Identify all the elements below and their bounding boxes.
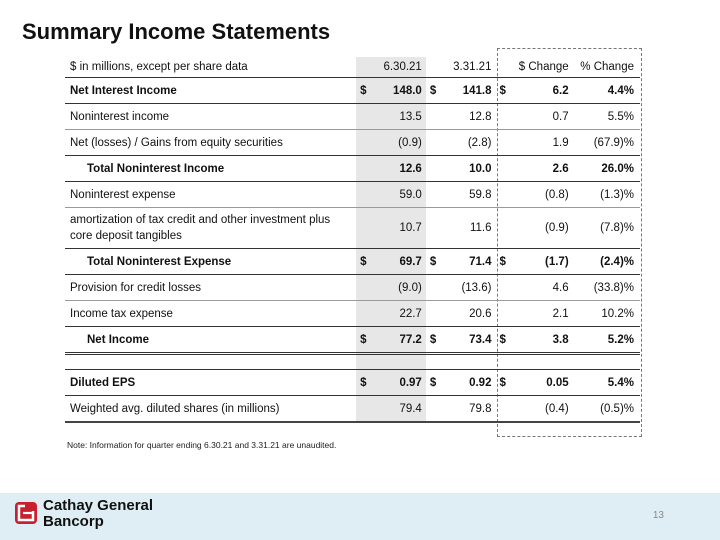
table-row: Total Noninterest Income 12.6 10.0 2.6 26.0% [65, 156, 640, 182]
company-logo-text: Cathay General Bancorp [43, 497, 154, 530]
row-label: Diluted EPS [65, 370, 356, 396]
header-label: $ in millions, except per share data [65, 57, 356, 78]
table-spacer-row [65, 354, 640, 370]
footnote: Note: Information for quarter ending 6.30.21 and 3.31.21 are unaudited. [67, 440, 337, 450]
table-row: Weighted avg. diluted shares (in millions) 79.4 79.8 (0.4) (0.5)% [65, 396, 640, 423]
row-label: Total Noninterest Expense [65, 249, 356, 275]
table-row: Noninterest income 13.5 12.8 0.7 5.5% [65, 104, 640, 130]
table-row: Total Noninterest Expense $ 69.7 $ 71.4 $ (1.7) (2.4)% [65, 249, 640, 275]
header-col-6-30-21: 6.30.21 [371, 57, 426, 78]
page-title: Summary Income Statements [22, 19, 331, 44]
row-label: Noninterest income [65, 104, 356, 130]
page-number: 13 [652, 510, 664, 521]
header-dollar-change: $ Change [510, 57, 573, 78]
row-label: Provision for credit losses [65, 275, 356, 301]
header-percent-change: % Change [573, 57, 640, 78]
row-label: Net (losses) / Gains from equity securities [65, 130, 356, 156]
footer-band [0, 493, 720, 540]
row-label: amortization of tax credit and other investment plus core deposit tangibles [65, 208, 356, 249]
table-row: Net (losses) / Gains from equity securities (0.9) (2.8) 1.9 (67.9)% [65, 130, 640, 156]
table-row: Diluted EPS $ 0.97 $ 0.92 $ 0.05 5.4% [65, 370, 640, 396]
row-label: Weighted avg. diluted shares (in millions) [65, 396, 356, 423]
row-label: Noninterest expense [65, 182, 356, 208]
table-row: amortization of tax credit and other investment plus core deposit tangibles 10.7 11.6 (0.9) (7.8)% [65, 208, 640, 249]
table-row: Net Interest Income $ 148.0 $ 141.8 $ 6.2 4.4% [65, 78, 640, 104]
row-label: Net Income [65, 327, 356, 354]
table-row: Provision for credit losses (9.0) (13.6) 4.6 (33.8)% [65, 275, 640, 301]
row-label: Income tax expense [65, 301, 356, 327]
row-label: Net Interest Income [65, 78, 356, 104]
header-col-3-31-21: 3.31.21 [440, 57, 495, 78]
row-label: Total Noninterest Income [65, 156, 356, 182]
table-header-row [65, 57, 640, 78]
table-row: Noninterest expense 59.0 59.8 (0.8) (1.3)% [65, 182, 640, 208]
cathay-logo-icon [15, 502, 37, 524]
income-statement-table [65, 57, 640, 423]
table-row: Income tax expense 22.7 20.6 2.1 10.2% [65, 301, 640, 327]
table-row: Net Income $ 77.2 $ 73.4 $ 3.8 5.2% [65, 327, 640, 354]
